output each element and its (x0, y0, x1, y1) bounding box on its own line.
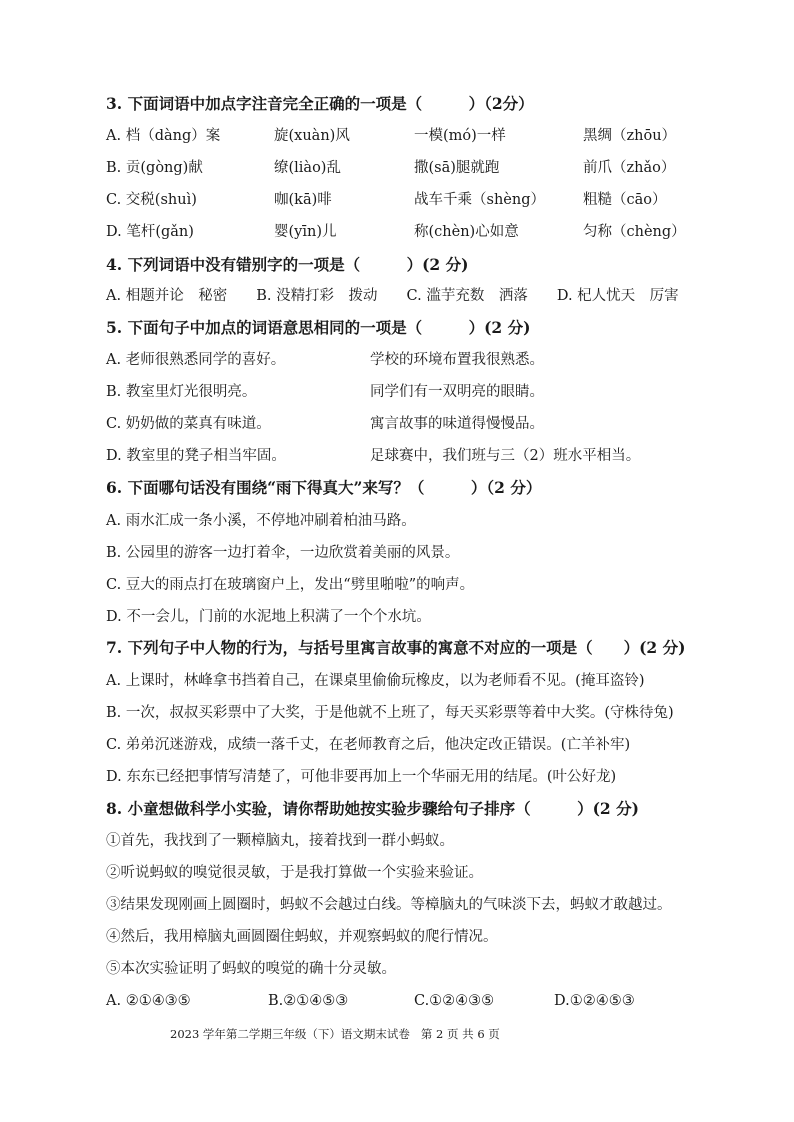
q5-b-right: 同学们有一双明亮的眼睛。 (370, 384, 544, 400)
q5-stem: 5. 下面句子中加点的词语意思相同的一项是（ ）(2 分) (106, 318, 531, 337)
page-footer (170, 1026, 500, 1042)
q7-option-c: C. 弟弟沉迷游戏，成绩一落千丈，在老师教育之后，他决定改正错误。(亡羊补牢) (106, 737, 631, 753)
q8-step-2: ②听说蚂蚁的嗅觉很灵敏，于是我打算做一个实验来验证。 (106, 865, 483, 881)
q3-c-2: 咖(kā)啡 (274, 192, 332, 208)
exam-title: 2023 学年第二学期三年级（下）语文期末试卷 (170, 1027, 410, 1041)
q5-c-right: 寓言故事的味道得慢慢品。 (370, 416, 544, 432)
q7-stem: 7. 下列句子中人物的行为，与括号里寓言故事的寓意不对应的一项是（ ）(2 分) (106, 638, 686, 657)
q8-stem: 8. 小童想做科学小实验，请你帮助她按实验步骤给句子排序（ ）(2 分) (106, 799, 639, 818)
q6-stem: 6. 下面哪句话没有围绕“雨下得真大”来写？（ ）（2 分） (106, 478, 542, 497)
q3-b-2: 缭(liào)乱 (274, 160, 341, 176)
q6-option-a: A. 雨水汇成一条小溪，不停地冲刷着柏油马路。 (106, 513, 416, 529)
q3-c-3: 战车千乘（shèng） (414, 192, 545, 208)
q3-b-4: 前爪（zhǎo） (583, 160, 676, 176)
q8-step-4: ④然后，我用樟脑丸画圆圈住蚂蚁，并观察蚂蚁的爬行情况。 (106, 929, 498, 945)
q3-d-1: D. 笔杆(gǎn) (106, 224, 194, 240)
q3-d-2: 婴(yīn)儿 (274, 224, 337, 240)
q8-step-1: ①首先，我找到了一颗樟脑丸，接着找到一群小蚂蚁。 (106, 833, 454, 849)
q6-option-b: B. 公园里的游客一边打着伞，一边欣赏着美丽的风景。 (106, 545, 460, 561)
q3-c-1: C. 交税(shuì) (106, 192, 197, 208)
q3-d-4: 匀称（chèng） (583, 224, 686, 240)
q5-a-left: A. 老师很熟悉同学的喜好。 (106, 352, 286, 368)
q8-step-3: ③结果发现刚画上圆圈时，蚂蚁不会越过白线。等樟脑丸的气味淡下去，蚂蚁才敢越过。 (106, 897, 672, 913)
q5-b-left: B. 教室里灯光很明亮。 (106, 384, 257, 400)
q3-a-2: 旋(xuàn)风 (274, 128, 350, 144)
q5-a-right: 学校的环境布置我很熟悉。 (370, 352, 544, 368)
q5-d-left: D. 教室里的凳子相当牢固。 (106, 448, 286, 464)
page-number: 第 2 页 共 6 页 (420, 1027, 500, 1041)
q7-option-a: A. 上课时，林峰拿书挡着自己，在课桌里偷偷玩橡皮，以为老师看不见。(掩耳盗铃) (106, 673, 645, 689)
q8-option-b: B.②①④⑤③ (268, 993, 349, 1009)
q3-d-3: 称(chèn)心如意 (414, 224, 519, 240)
q6-option-d: D. 不一会儿，门前的水泥地上积满了一个个水坑。 (106, 609, 431, 625)
q3-a-1: A. 档（dàng）案 (106, 128, 221, 144)
q3-b-1: B. 贡(gòng)献 (106, 160, 203, 176)
q6-option-c: C. 豆大的雨点打在玻璃窗户上，发出“劈里啪啦”的响声。 (106, 577, 475, 593)
q3-c-4: 粗糙（cāo） (583, 192, 667, 208)
q3-b-3: 撒(sā)腿就跑 (414, 160, 500, 176)
q7-option-b: B. 一次，叔叔买彩票中了大奖，于是他就不上班了，每天买彩票等着中大奖。(守株待兔) (106, 705, 674, 721)
q3-stem: 3. 下面词语中加点字注音完全正确的一项是（ ）（2分） (106, 94, 534, 113)
q8-option-c: C.①②④③⑤ (414, 993, 495, 1009)
q3-a-3: 一模(mó)一样 (414, 128, 506, 144)
q5-d-right: 足球赛中，我们班与三（2）班水平相当。 (370, 448, 641, 464)
q8-option-a: A. ②①④③⑤ (106, 993, 191, 1009)
q4-stem: 4. 下列词语中没有错别字的一项是（ ）(2 分) (106, 255, 469, 274)
q8-step-5: ⑤本次实验证明了蚂蚁的嗅觉的确十分灵敏。 (106, 961, 396, 977)
q4-options: A. 相题并论 秘密 B. 没精打彩 拨动 C. 滥芋充数 洒落 D. 杞人忧天 厉害 (106, 288, 679, 304)
q3-a-4: 黑绸（zhōu） (583, 128, 677, 144)
q5-c-left: C. 奶奶做的菜真有味道。 (106, 416, 271, 432)
q8-option-d: D.①②④⑤③ (554, 993, 635, 1009)
q7-option-d: D. 东东已经把事情写清楚了，可他非要再加上一个华丽无用的结尾。(叶公好龙) (106, 769, 617, 785)
